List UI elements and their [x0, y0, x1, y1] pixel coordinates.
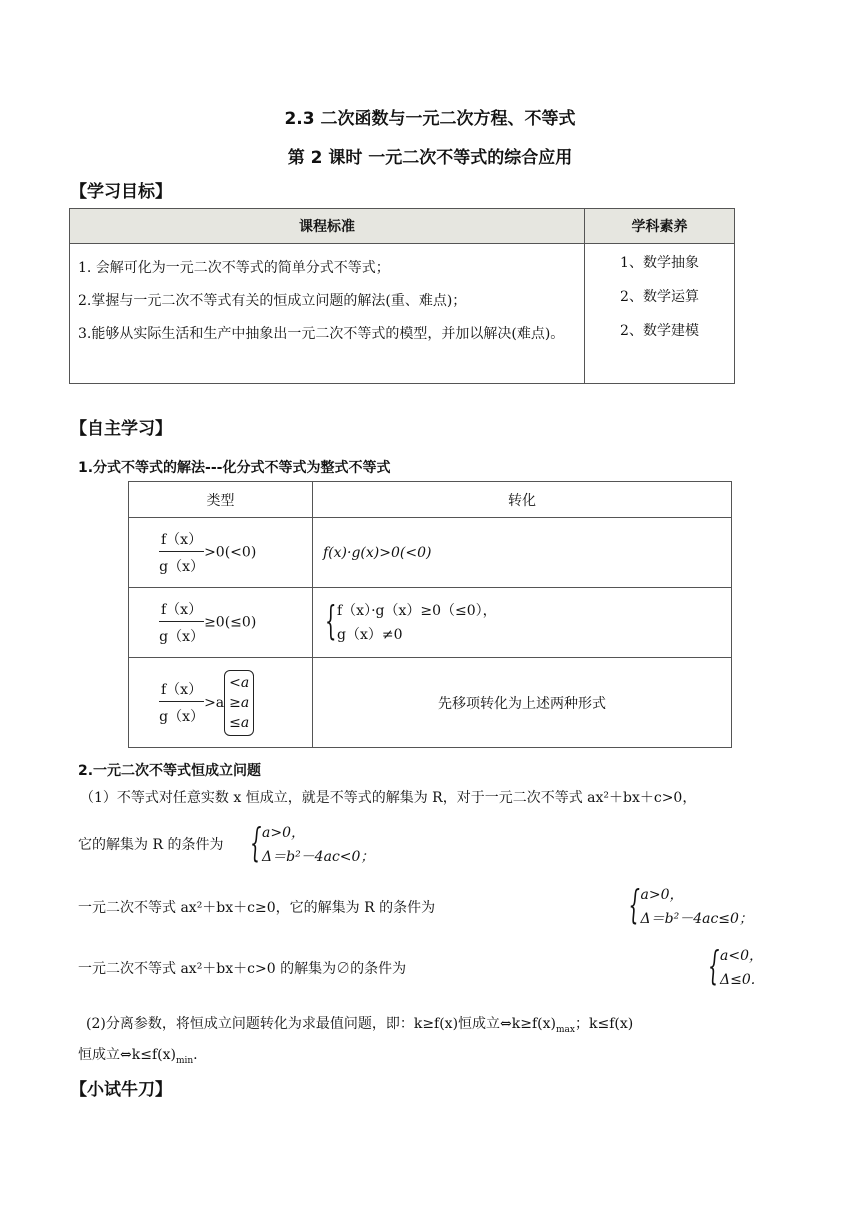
- skills-cell: [585, 244, 735, 384]
- type-cell-2: $\frac{f(x)}{g(x)}$ ≥0(≤0): [129, 588, 313, 658]
- conversion-cell-1: f(x)·g(x)>0(<0): [313, 518, 732, 588]
- paragraph-4a: (2)分离参数，将恒成立问题转化为求最值问题，即：k≥f(x)恒成立$\Leftrightarrow k\ge f(x)_{max}$；k≤f(x): [86, 1016, 634, 1035]
- section-self-study: 【自主学习】: [70, 419, 172, 439]
- type-cell-3: $\frac{f(x)}{g(x)}$ >a <a ≥a ≤a: [129, 658, 313, 748]
- standard-item: 1. 会解可化为一元二次不等式的简单分式不等式；: [78, 260, 390, 276]
- col-conversion: 转化: [313, 482, 732, 518]
- col-type: 类型: [129, 482, 313, 518]
- fraction: $\frac{f(x)}{g(x)}$: [159, 679, 204, 726]
- condition-system-3: { a<0， Δ≤0.: [710, 944, 763, 992]
- col-subject-literacy: 学科素养: [585, 209, 735, 244]
- relation-options: <a ≥a ≤a: [224, 670, 254, 736]
- learning-goals-table: [69, 208, 735, 384]
- paragraph-2: 一元二次不等式 ax²＋bx＋c≥0，它的解集为 R 的条件为: [78, 900, 436, 916]
- paragraph-4b: 恒成立$\Leftrightarrow k\le f(x)_{min}$.: [78, 1047, 198, 1066]
- heading-fraction-inequality: 1.分式不等式的解法---化分式不等式为整式不等式: [78, 460, 391, 476]
- skill-item: 2、数学运算: [620, 289, 699, 305]
- fraction: $\frac{f(x)}{g(x)}$: [159, 529, 204, 576]
- standard-item: 2.掌握与一元二次不等式有关的恒成立问题的解法(重、难点)；: [78, 293, 467, 309]
- conversion-cell-3: 先移项转化为上述两种形式: [313, 658, 732, 748]
- heading-always-true: 2.一元二次不等式恒成立问题: [78, 763, 262, 779]
- paragraph-1b: 它的解集为 R 的条件为: [78, 837, 224, 853]
- condition-system-1: { a>0， Δ＝b²－4ac<0；: [252, 821, 374, 869]
- standard-item: 3.能够从实际生活和生产中抽象出一元二次不等式的模型，并加以解决(难点)。: [78, 326, 565, 342]
- fraction-inequality-table: [128, 481, 732, 748]
- lesson-subtitle: 第 2 课时 一元二次不等式的综合应用: [287, 148, 573, 168]
- paragraph-1a: （1）不等式对任意实数 x 恒成立，就是不等式的解集为 R，对于一元二次不等式 ax²＋bx＋c>0，: [80, 790, 697, 806]
- skill-item: 1、数学抽象: [620, 255, 699, 271]
- paragraph-3: 一元二次不等式 ax²＋bx＋c>0 的解集为∅的条件为: [78, 961, 407, 977]
- section-learning-goals: 【学习目标】: [70, 182, 172, 202]
- skill-item: 2、数学建模: [620, 323, 699, 339]
- condition-system-2: { a>0， Δ＝b²－4ac≤0；: [631, 883, 753, 931]
- standards-cell: [70, 244, 585, 384]
- fraction: $\frac{f(x)}{g(x)}$: [159, 599, 204, 646]
- lesson-title: 2.3 二次函数与一元二次方程、不等式: [284, 109, 576, 129]
- col-curriculum-standard: 课程标准: [70, 209, 585, 244]
- type-cell-1: $\frac{f(x)}{g(x)}$ >0(<0): [129, 518, 313, 588]
- section-quick-try: 【小试牛刀】: [70, 1080, 172, 1100]
- conversion-cell-2: { f（x）·g（x）≥0（≤0）， g（x）≠0: [313, 588, 732, 658]
